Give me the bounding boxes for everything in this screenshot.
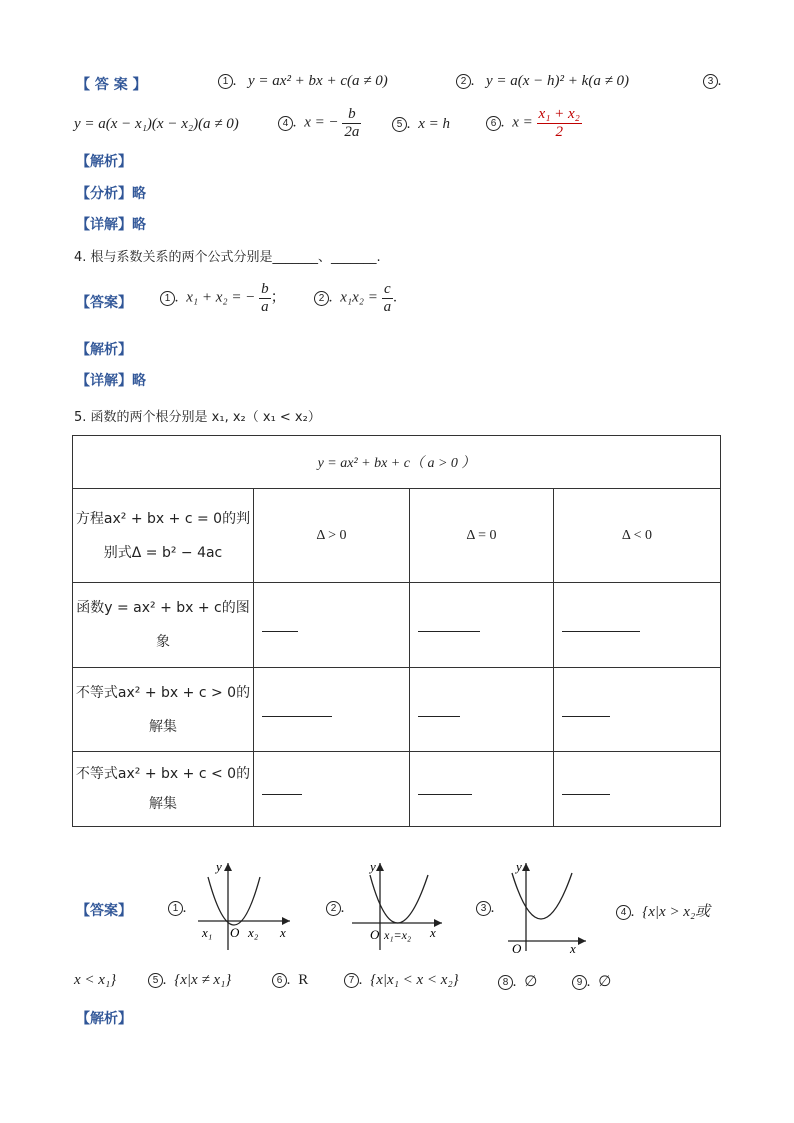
set-reals: R xyxy=(298,972,309,988)
x-label: x xyxy=(280,925,286,940)
answer-blank xyxy=(418,617,480,632)
x-label: x xyxy=(570,941,576,955)
analysis-summary xyxy=(76,183,146,203)
circle-number: 5 xyxy=(392,117,407,132)
empty-set: ∅ xyxy=(598,974,612,990)
fraction xyxy=(537,106,582,140)
q4-answer-2: 2 . x₁x₂ = $\frac{c}{a}$ . xyxy=(314,281,397,315)
empty-set: ∅ xyxy=(524,974,538,990)
analysis-heading: 【解析】 xyxy=(76,154,132,170)
detail-text: 【详解】略 xyxy=(76,217,146,233)
period: . xyxy=(393,289,397,306)
y-label: y xyxy=(516,859,522,874)
formula-general: y = ax² + bx + c(a ≠ 0) xyxy=(248,73,388,89)
answer-tag: 【 答 案 】 xyxy=(76,77,147,93)
numerator: b xyxy=(342,106,361,124)
denominator: 2 xyxy=(555,123,563,140)
circle-number: 4 xyxy=(616,905,631,920)
disc-zero: Δ = 0 xyxy=(410,489,554,583)
answer-2: 2 . y = a(x − h)² + k(a ≠ 0) xyxy=(456,73,629,90)
q5-answer-9: 9 . ∅ xyxy=(572,972,611,991)
origin-label: O xyxy=(370,927,380,942)
circle-number: 7 xyxy=(344,973,359,988)
answer-blank xyxy=(262,702,332,717)
axis-prefix: x = − xyxy=(304,114,339,131)
answer-tag: 【答案】 xyxy=(76,295,132,311)
disc-positive: Δ > 0 xyxy=(254,489,410,583)
row-label-negative-set xyxy=(73,752,254,827)
disc-negative: Δ < 0 xyxy=(554,489,721,583)
x1x2-label: x₁=x₂ xyxy=(384,928,412,942)
blank-cell xyxy=(554,752,721,827)
blank-cell xyxy=(410,752,554,827)
analysis-sub-text: 【分析】略 xyxy=(76,186,146,202)
answer-tag: 【答案】 xyxy=(76,903,132,919)
arrow-icon xyxy=(224,863,232,871)
label-line: 方程ax² + bx + c = 0的判 xyxy=(75,510,251,527)
x-label: x xyxy=(430,925,436,940)
arrow-icon xyxy=(282,917,290,925)
q5-marker-1: 1 . xyxy=(168,900,187,917)
circle-number: 6 xyxy=(272,973,287,988)
answer-blank xyxy=(418,702,460,717)
row-label-discriminant xyxy=(73,489,254,583)
answer-blank xyxy=(562,617,640,632)
q5-marker-2: 2 . xyxy=(326,900,345,917)
answer-blank xyxy=(562,702,610,717)
parabola-curve xyxy=(512,873,572,919)
separator: ； xyxy=(270,289,286,306)
y-label: y xyxy=(216,859,222,874)
circle-number: 1 xyxy=(218,74,233,89)
circle-number: 9 xyxy=(572,975,587,990)
answer-4: 4 . x = − $\frac{b}{2a}$ xyxy=(278,106,361,140)
fraction xyxy=(259,281,271,315)
sum-prefix: x₁ + x₂ = − xyxy=(186,289,256,306)
circle-number: 2 xyxy=(456,74,471,89)
q4-answer-1: 1 . x₁ + x₂ = − $\frac{b}{a}$ ； xyxy=(160,281,286,315)
row-label-positive-set xyxy=(73,668,254,752)
circle-number: 6 xyxy=(486,116,501,131)
x1-label: x₁ xyxy=(202,925,213,940)
denominator: a xyxy=(383,298,392,315)
q5-answer-8: 8 . ∅ xyxy=(498,972,537,991)
roots-table xyxy=(72,435,721,827)
circle-number: 8 xyxy=(498,975,513,990)
circle-number: 4 xyxy=(278,116,293,131)
circle-number: 1 xyxy=(160,291,175,306)
y-label: y xyxy=(370,859,376,874)
blank-cell xyxy=(254,583,410,668)
analysis-heading: 【解析】 xyxy=(76,342,132,358)
table-header: y = ax² + bx + c（ a > 0 ） xyxy=(73,436,721,489)
blank-cell xyxy=(554,668,721,752)
analysis-heading: 【解析】 xyxy=(76,1011,132,1027)
answer-1: 1 . y = ax² + bx + c(a ≠ 0) xyxy=(218,73,388,90)
circle-number: 3 xyxy=(703,74,718,89)
numerator: b xyxy=(261,281,269,297)
answer-blank xyxy=(262,780,302,795)
fraction xyxy=(342,106,361,140)
circle-number: 2 xyxy=(314,291,329,306)
circle-number: 5 xyxy=(148,973,163,988)
circle-number: 2 xyxy=(326,901,341,916)
question-4: 4. 根与系数关系的两个公式分别是_______、_______. xyxy=(74,250,381,265)
circle-number: 1 xyxy=(168,901,183,916)
detail-text: 【详解】略 xyxy=(76,373,146,389)
detail-line xyxy=(76,370,146,390)
circle-number: 3 xyxy=(476,901,491,916)
detail-line xyxy=(76,214,146,234)
answer-blank xyxy=(262,617,298,632)
set-greater: {x|x > x₂或 xyxy=(642,904,711,920)
arrow-icon xyxy=(376,863,384,871)
arrow-icon xyxy=(522,863,530,871)
axis-prefix: x = xyxy=(512,114,533,131)
formula-vertex: y = a(x − h)² + k(a ≠ 0) xyxy=(486,73,630,89)
set-less: x < x₁} xyxy=(74,972,117,988)
numerator: c xyxy=(382,281,394,299)
q5-answer-4: 4 . {x|x > x₂或 xyxy=(616,900,710,921)
denominator: 2a xyxy=(344,123,360,140)
blank-cell xyxy=(410,668,554,752)
label-line: 象 xyxy=(156,634,170,650)
answer-3-marker: 3 . xyxy=(703,73,722,90)
answer-blank xyxy=(418,780,472,795)
answer-blank xyxy=(562,780,610,795)
label-line: 不等式ax² + bx + c > 0的 xyxy=(75,684,251,701)
label-line: 别式Δ = b² − 4ac xyxy=(103,544,223,561)
graph-two-roots xyxy=(190,855,295,955)
set-between: {x|x₁ < x < x₂} xyxy=(370,972,459,988)
axis-vertex: x = h xyxy=(418,116,451,132)
label-line: 解集 xyxy=(149,718,177,735)
parabola-curve xyxy=(208,877,260,925)
blank-cell xyxy=(254,668,410,752)
answer-5: 5 . x = h xyxy=(392,116,450,133)
question-5: 5. 函数的两个根分别是 x₁, x₂（ x₁ < x₂） xyxy=(74,410,321,425)
label-line: 解集 xyxy=(149,796,177,812)
product-prefix: x₁x₂ = xyxy=(340,289,378,306)
blank-cell xyxy=(254,752,410,827)
q5-answer-5: 5 . {x|x ≠ x₁} xyxy=(148,972,231,989)
denominator: a xyxy=(261,298,269,315)
parabola-curve xyxy=(370,875,428,923)
blank-cell xyxy=(554,583,721,668)
origin-label: O xyxy=(512,941,522,955)
row-label-graph xyxy=(73,583,254,668)
graph-no-root xyxy=(500,855,600,955)
answer-6: 6 . x = $\frac{\text{x₁ + x₂}}{2}$ xyxy=(486,106,582,140)
arrow-icon xyxy=(578,937,586,945)
q5-answer-6: 6 . R xyxy=(272,972,308,989)
numerator: x₁ + x₂ xyxy=(538,106,580,122)
set-not-equal: {x|x ≠ x₁} xyxy=(174,972,232,988)
q5-answer-7: 7 . {x|x₁ < x < x₂} xyxy=(344,972,459,989)
q5-marker-3: 3 . xyxy=(476,900,495,917)
label-line: 不等式ax² + bx + c < 0的 xyxy=(75,766,251,782)
label-line: 函数y = ax² + bx + c的图 xyxy=(76,600,250,616)
x2-label: x₂ xyxy=(248,925,259,940)
fraction xyxy=(382,281,394,315)
formula-intercept: y = a(x − x₁)(x − x₂)(a ≠ 0) xyxy=(74,116,239,132)
graph-one-root xyxy=(348,855,448,955)
blank-cell xyxy=(410,583,554,668)
origin-label: O xyxy=(230,925,240,940)
